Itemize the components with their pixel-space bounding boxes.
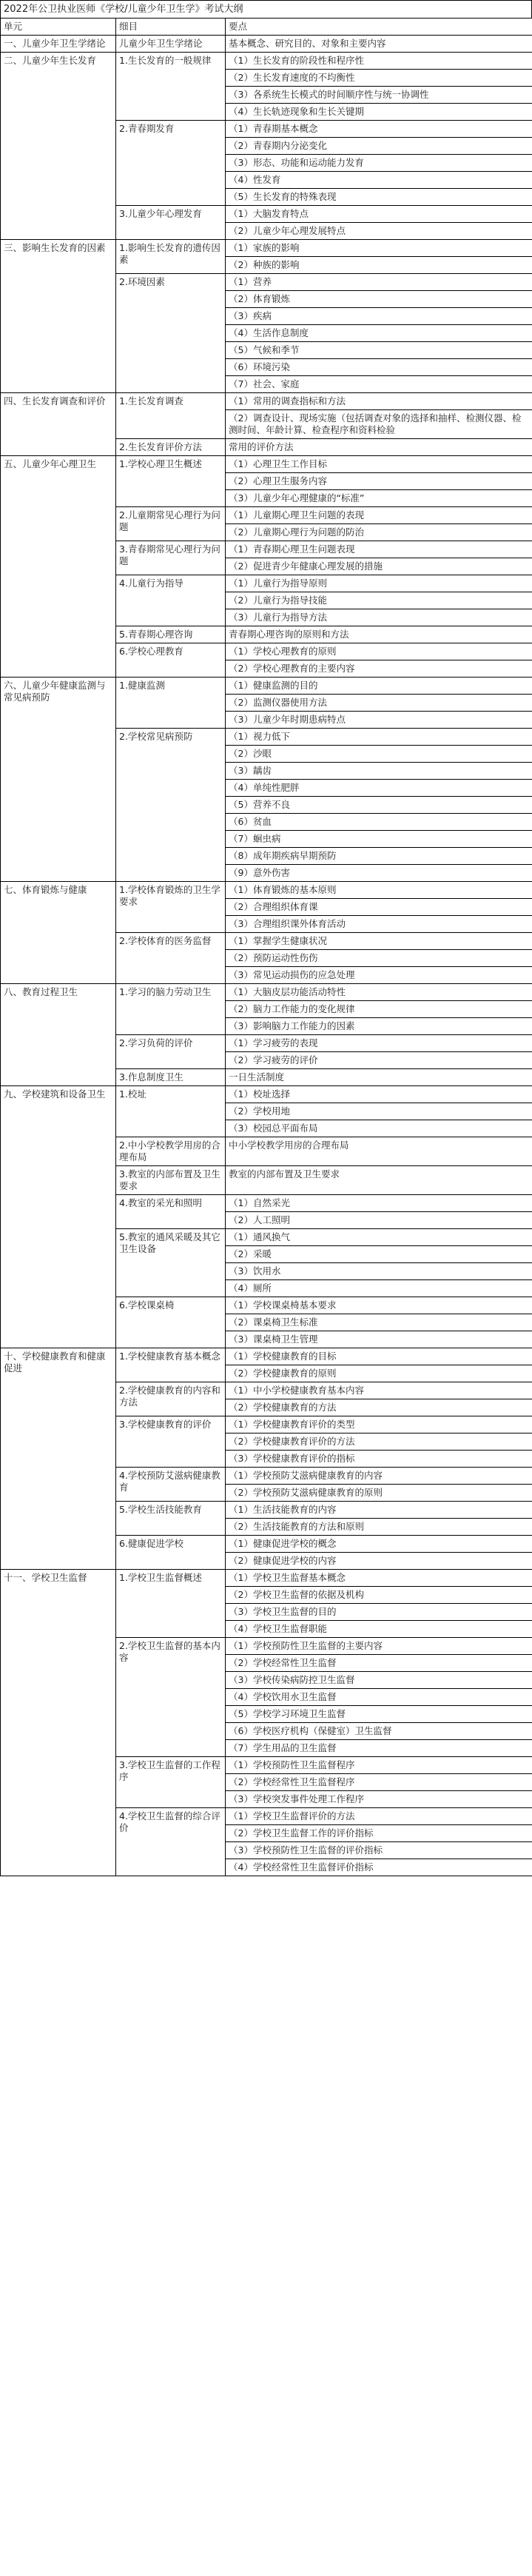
point-cell: （1）视力低下: [226, 729, 532, 746]
point-cell: （3）学校预防性卫生监督的评价指标: [226, 1842, 532, 1859]
point-cell: （2）学校健康教育的方法: [226, 1399, 532, 1416]
point-cell: （2）心理卫生服务内容: [226, 473, 532, 490]
table-row: [1, 36, 532, 53]
point-cell: （1）自然采光: [226, 1195, 532, 1212]
point-cell: （7）蛔虫病: [226, 831, 532, 848]
point-cell: （1）常用的调查指标和方法: [226, 393, 532, 410]
point-cell: （3）饮用水: [226, 1263, 532, 1280]
item-cell: 2.学校常见病预防: [116, 729, 226, 882]
unit-cell: 二、儿童少年生长发育: [1, 53, 116, 240]
point-cell: （4）单纯性肥胖: [226, 780, 532, 797]
item-cell: 5.青春期心理咨询: [116, 626, 226, 643]
item-cell: 2.青春期发育: [116, 121, 226, 206]
unit-cell: 六、儿童少年健康监测与常见病预防: [1, 678, 116, 882]
point-cell: （2）学校卫生监督工作的评价指标: [226, 1825, 532, 1842]
unit-cell: 十、学校健康教育和健康促进: [1, 1348, 116, 1570]
point-cell: 青春期心理咨询的原则和方法: [226, 626, 532, 643]
item-cell: 1.学校心理卫生概述: [116, 456, 226, 507]
item-cell: 3.作息制度卫生: [116, 1069, 226, 1086]
point-cell: （1）学校健康教育评价的类型: [226, 1416, 532, 1433]
point-cell: （2）健康促进学校的内容: [226, 1553, 532, 1570]
point-cell: （1）大脑发育特点: [226, 206, 532, 223]
point-cell: （3）学校突发事件处理工作程序: [226, 1791, 532, 1808]
unit-cell: 一、儿童少年卫生学绪论: [1, 36, 116, 53]
point-cell: （3）学校健康教育评价的指标: [226, 1451, 532, 1468]
item-cell: 2.儿童期常见心理行为问题: [116, 507, 226, 541]
point-cell: （5）营养不良: [226, 797, 532, 814]
table-row: [1, 678, 532, 695]
table-row: [1, 456, 532, 473]
point-cell: （2）生长发育速度的不均衡性: [226, 70, 532, 87]
point-cell: （2）沙眼: [226, 746, 532, 763]
document-title: 2022年公卫执业医师《学校/儿童少年卫生学》考试大纲: [0, 0, 532, 18]
item-cell: 3.学校卫生监督的工作程序: [116, 1757, 226, 1808]
point-cell: （3）学校卫生监督的目的: [226, 1604, 532, 1621]
item-cell: 6.健康促进学校: [116, 1536, 226, 1570]
item-cell: 3.教室的内部布置及卫生要求: [116, 1166, 226, 1195]
item-cell: 儿童少年卫生学绪论: [116, 36, 226, 53]
point-cell: （2）学校用地: [226, 1103, 532, 1120]
point-cell: （3）课桌椅卫生管理: [226, 1331, 532, 1348]
item-cell: 1.学校卫生监督概述: [116, 1570, 226, 1638]
point-cell: （1）学校卫生监督基本概念: [226, 1570, 532, 1587]
item-cell: 4.学校卫生监督的综合评价: [116, 1808, 226, 1876]
point-cell: （1）通风换气: [226, 1229, 532, 1246]
point-cell: （5）气候和季节: [226, 342, 532, 359]
point-cell: （1）家族的影响: [226, 240, 532, 257]
point-cell: （3）形态、功能和运动能力发育: [226, 155, 532, 172]
unit-cell: 四、生长发育调查和评价: [1, 393, 116, 456]
table-row: [1, 984, 532, 1001]
point-cell: （1）大脑皮层功能活动特性: [226, 984, 532, 1001]
point-cell: （3）合理组织课外体育活动: [226, 916, 532, 933]
table-row: [1, 882, 532, 899]
point-cell: （1）生活技能教育的内容: [226, 1502, 532, 1519]
table-row: [1, 1348, 532, 1365]
point-cell: （1）健康监测的目的: [226, 678, 532, 695]
point-cell: （1）儿童行为指导原则: [226, 575, 532, 592]
point-cell: （2）监测仪器使用方法: [226, 695, 532, 712]
point-cell: （1）校址选择: [226, 1086, 532, 1103]
point-cell: （2）课桌椅卫生标准: [226, 1314, 532, 1331]
point-cell: （2）预防运动性伤伤: [226, 950, 532, 967]
point-cell: （1）学习疲劳的表现: [226, 1035, 532, 1052]
point-cell: （4）学校卫生监督职能: [226, 1621, 532, 1638]
header-cell: 要点: [226, 19, 532, 36]
point-cell: （2）儿童行为指导技能: [226, 592, 532, 609]
item-cell: 3.儿童少年心理发育: [116, 206, 226, 240]
item-cell: 1.学校健康教育基本概念: [116, 1348, 226, 1382]
item-cell: 2.学校卫生监督的基本内容: [116, 1638, 226, 1757]
point-cell: （2）学习疲劳的评价: [226, 1052, 532, 1069]
point-cell: （3）疾病: [226, 308, 532, 325]
point-cell: （1）学校预防性卫生监督程序: [226, 1757, 532, 1774]
point-cell: （3）校园总平面布局: [226, 1120, 532, 1137]
item-cell: 6.学校心理教育: [116, 643, 226, 678]
point-cell: （2）儿童少年心理发展特点: [226, 223, 532, 240]
syllabus-table-body: [1, 19, 532, 1876]
point-cell: （1）儿童期心理卫生问题的表现: [226, 507, 532, 524]
syllabus-table: [0, 18, 532, 1876]
table-row: [1, 53, 532, 70]
point-cell: （1）心理卫生工作目标: [226, 456, 532, 473]
point-cell: （3）常见运动损伤的应急处理: [226, 967, 532, 984]
point-cell: （2）学校健康教育的原则: [226, 1365, 532, 1382]
header-cell: 单元: [1, 19, 116, 36]
point-cell: （9）意外伤害: [226, 865, 532, 882]
point-cell: 中小学校教学用房的合理布局: [226, 1137, 532, 1166]
point-cell: （2）脑力工作能力的变化规律: [226, 1001, 532, 1018]
item-cell: 1.校址: [116, 1086, 226, 1137]
point-cell: （4）性发育: [226, 172, 532, 189]
unit-cell: 五、儿童少年心理卫生: [1, 456, 116, 678]
point-cell: （3）儿童行为指导方法: [226, 609, 532, 626]
point-cell: （3）龋齿: [226, 763, 532, 780]
point-cell: （1）学校预防艾滋病健康教育的内容: [226, 1468, 532, 1485]
point-cell: （1）学校预防性卫生监督的主要内容: [226, 1638, 532, 1655]
item-cell: 5.教室的通风采暖及其它卫生设备: [116, 1229, 226, 1297]
point-cell: （2）学校卫生监督的依据及机构: [226, 1587, 532, 1604]
unit-cell: 八、教育过程卫生: [1, 984, 116, 1086]
item-cell: 3.学校健康教育的评价: [116, 1416, 226, 1468]
point-cell: 教室的内部布置及卫生要求: [226, 1166, 532, 1195]
point-cell: （2）学校经常性卫生监督程序: [226, 1774, 532, 1791]
point-cell: （6）环境污染: [226, 359, 532, 376]
item-cell: 2.生长发育评价方法: [116, 439, 226, 456]
point-cell: （2）学校心理教育的主要内容: [226, 660, 532, 678]
point-cell: （1）掌握学生健康状况: [226, 933, 532, 950]
point-cell: （6）贫血: [226, 814, 532, 831]
point-cell: （3）影响脑力工作能力的因素: [226, 1018, 532, 1035]
item-cell: 4.学校预防艾滋病健康教育: [116, 1468, 226, 1502]
point-cell: （2）学校健康教育评价的方法: [226, 1433, 532, 1451]
point-cell: （3）儿童少年时期患病特点: [226, 712, 532, 729]
table-header-row: [1, 19, 532, 36]
item-cell: 2.中小学校教学用房的合理布局: [116, 1137, 226, 1166]
point-cell: （2）采暖: [226, 1246, 532, 1263]
point-cell: （3）儿童少年心理健康的“标准”: [226, 490, 532, 507]
point-cell: （2）青春期内分泌变化: [226, 138, 532, 155]
item-cell: 4.教室的采光和照明: [116, 1195, 226, 1229]
point-cell: （1）中小学校健康教育基本内容: [226, 1382, 532, 1399]
point-cell: （2）促进青少年健康心理发展的措施: [226, 558, 532, 575]
point-cell: （1）营养: [226, 274, 532, 291]
point-cell: （1）生长发育的阶段性和程序性: [226, 53, 532, 70]
point-cell: （6）学校医疗机构（保健室）卫生监督: [226, 1723, 532, 1740]
point-cell: （4）生活作息制度: [226, 325, 532, 342]
point-cell: （3）学校传染病防控卫生监督: [226, 1672, 532, 1689]
point-cell: （1）青春期基本概念: [226, 121, 532, 138]
point-cell: （5）生长发育的特殊表现: [226, 189, 532, 206]
point-cell: （1）学校课桌椅基本要求: [226, 1297, 532, 1314]
unit-cell: 七、体育锻炼与健康: [1, 882, 116, 984]
item-cell: 2.学习负荷的评价: [116, 1035, 226, 1069]
point-cell: （1）学校健康教育的目标: [226, 1348, 532, 1365]
point-cell: （4）学校经常性卫生监督评价指标: [226, 1859, 532, 1876]
table-row: [1, 1570, 532, 1587]
point-cell: （2）人工照明: [226, 1212, 532, 1229]
unit-cell: 十一、学校卫生监督: [1, 1570, 116, 1876]
point-cell: （5）学校学习环境卫生监督: [226, 1706, 532, 1723]
item-cell: 2.学校健康教育的内容和方法: [116, 1382, 226, 1416]
item-cell: 5.学校生活技能教育: [116, 1502, 226, 1536]
point-cell: （7）社会、家庭: [226, 376, 532, 393]
point-cell: （2）儿童期心理行为问题的防治: [226, 524, 532, 541]
point-cell: （2）调查设计、现场实施（包括调查对象的选择和抽样、检测仪器、检测时间、年龄计算、检查程序和资料检验: [226, 410, 532, 439]
item-cell: 2.环境因素: [116, 274, 226, 393]
point-cell: （1）学校心理教育的原则: [226, 643, 532, 660]
point-cell: 一日生活制度: [226, 1069, 532, 1086]
header-cell: 细目: [116, 19, 226, 36]
point-cell: （2）合理组织体育课: [226, 899, 532, 916]
point-cell: （2）种族的影响: [226, 257, 532, 274]
point-cell: （2）学校预防艾滋病健康教育的原则: [226, 1485, 532, 1502]
point-cell: （4）厕所: [226, 1280, 532, 1297]
item-cell: 2.学校体育的医务监督: [116, 933, 226, 984]
point-cell: （1）学校卫生监督评价的方法: [226, 1808, 532, 1825]
item-cell: 1.学习的脑力劳动卫生: [116, 984, 226, 1035]
item-cell: 1.生长发育的一般规律: [116, 53, 226, 121]
item-cell: 1.学校体育锻炼的卫生学要求: [116, 882, 226, 933]
point-cell: （7）学生用品的卫生监督: [226, 1740, 532, 1757]
unit-cell: 三、影响生长发育的因素: [1, 240, 116, 393]
point-cell: 基本概念、研究目的、对象和主要内容: [226, 36, 532, 53]
item-cell: 4.儿童行为指导: [116, 575, 226, 626]
point-cell: （2）体育锻炼: [226, 291, 532, 308]
table-row: [1, 240, 532, 257]
point-cell: （8）成年期疾病早期预防: [226, 848, 532, 865]
point-cell: （2）学校经常性卫生监督: [226, 1655, 532, 1672]
point-cell: （1）青春期心理卫生问题表现: [226, 541, 532, 558]
point-cell: （2）生活技能教育的方法和原则: [226, 1519, 532, 1536]
point-cell: （1）健康促进学校的概念: [226, 1536, 532, 1553]
point-cell: （1）体育锻炼的基本原则: [226, 882, 532, 899]
item-cell: 1.生长发育调查: [116, 393, 226, 439]
item-cell: 1.健康监测: [116, 678, 226, 729]
table-row: [1, 1086, 532, 1103]
point-cell: （4）生长轨迹现象和生长关键期: [226, 104, 532, 121]
item-cell: 3.青春期常见心理行为问题: [116, 541, 226, 575]
point-cell: （4）学校饮用水卫生监督: [226, 1689, 532, 1706]
unit-cell: 九、学校建筑和设备卫生: [1, 1086, 116, 1348]
point-cell: 常用的评价方法: [226, 439, 532, 456]
table-row: [1, 393, 532, 410]
item-cell: 1.影响生长发育的遗传因素: [116, 240, 226, 274]
item-cell: 6.学校课桌椅: [116, 1297, 226, 1348]
point-cell: （3）各系统生长模式的时间顺序性与统一协调性: [226, 87, 532, 104]
